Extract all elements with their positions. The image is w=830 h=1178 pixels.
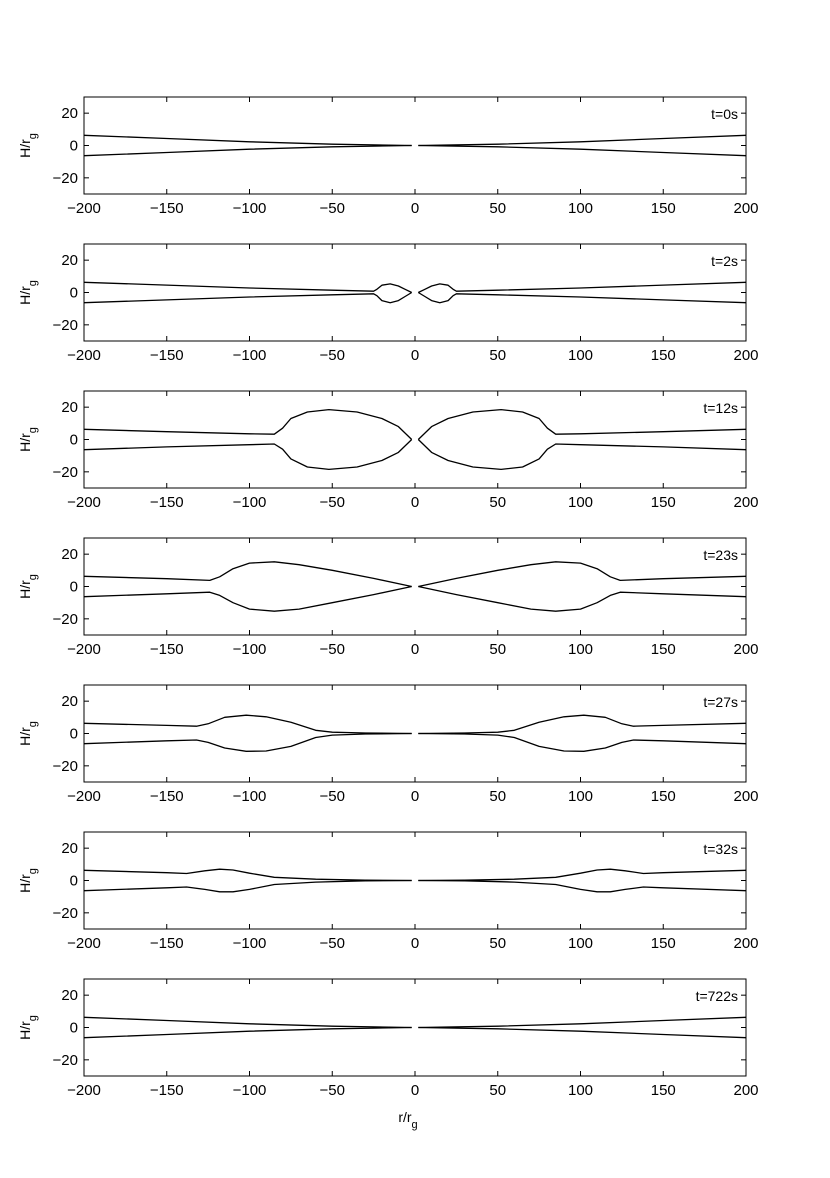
x-tick-label: −50 (319, 494, 345, 511)
x-tick-label: −50 (319, 788, 345, 805)
x-tick-label: 100 (567, 494, 594, 511)
x-tick-label: 100 (567, 935, 594, 952)
x-tick-label: 150 (650, 200, 676, 217)
x-tick-label: −200 (67, 347, 101, 364)
y-axis-label-sub: g (27, 721, 39, 728)
y-axis-label (17, 427, 39, 452)
plot-frame (84, 979, 746, 1076)
time-annotation: t=12s (703, 400, 738, 416)
panel-1 (17, 97, 759, 217)
x-tick-label: −150 (149, 494, 184, 511)
x-tick-label: −100 (232, 641, 267, 658)
panel-6 (17, 832, 759, 952)
y-axis-label-main: H/r (17, 580, 33, 599)
x-tick-label: −200 (67, 641, 101, 658)
y-axis-label-sub: g (27, 574, 39, 581)
y-tick-label: 20 (61, 252, 78, 270)
panel-7 (17, 979, 759, 1099)
x-tick-label: 150 (650, 788, 676, 805)
x-tick-label: 200 (733, 494, 759, 511)
x-tick-label: 0 (410, 494, 420, 511)
y-axis-label-sub: g (27, 868, 39, 875)
x-tick-label: −200 (67, 935, 101, 952)
plot-frame (84, 538, 746, 635)
y-axis-label-main: H/r (17, 139, 33, 158)
y-axis-label (17, 133, 39, 158)
x-tick-label: 50 (489, 641, 507, 658)
y-tick-label: 20 (61, 840, 78, 858)
x-tick-label: 100 (567, 347, 594, 364)
x-tick-label: 0 (410, 200, 420, 217)
x-tick-label: −200 (67, 494, 101, 511)
y-axis-label-sub: g (27, 280, 39, 287)
y-tick-label: 20 (61, 546, 78, 564)
x-tick-label: 50 (489, 935, 507, 952)
y-axis-label (17, 574, 39, 599)
x-tick-label: 100 (567, 788, 594, 805)
x-tick-label: 50 (489, 347, 507, 364)
x-tick-label: 200 (733, 788, 759, 805)
y-axis-label-main: H/r (17, 874, 33, 893)
x-tick-label: 150 (650, 494, 676, 511)
time-annotation: t=722s (695, 988, 738, 1004)
time-annotation: t=2s (711, 253, 738, 269)
x-tick-label: 50 (489, 1082, 507, 1099)
y-tick-label: 0 (69, 578, 78, 596)
x-tick-label: −50 (319, 1082, 345, 1099)
plot-frame (84, 685, 746, 782)
x-tick-label: 50 (489, 494, 507, 511)
x-axis-label-main: r/r (398, 1109, 412, 1125)
x-tick-label: 200 (733, 200, 759, 217)
x-tick-label: 150 (650, 935, 676, 952)
x-tick-label: −150 (149, 935, 184, 952)
x-tick-label: 100 (567, 1082, 594, 1099)
time-annotation: t=27s (703, 694, 738, 710)
x-tick-label: −100 (232, 347, 267, 364)
x-tick-label: −200 (67, 1082, 101, 1099)
y-tick-label: 0 (69, 137, 78, 155)
x-tick-label: −50 (319, 347, 345, 364)
y-tick-label: 0 (69, 872, 78, 890)
x-tick-label: 200 (733, 1082, 759, 1099)
x-tick-label: 50 (489, 200, 507, 217)
x-tick-label: −100 (232, 494, 267, 511)
y-tick-label: 0 (69, 284, 78, 302)
x-axis-label (398, 1109, 417, 1131)
y-tick-label: 0 (69, 431, 78, 449)
x-tick-label: −100 (232, 1082, 267, 1099)
x-tick-label: 150 (650, 347, 676, 364)
x-tick-label: 50 (489, 788, 507, 805)
y-axis-label-sub: g (27, 427, 39, 434)
plot-frame (84, 244, 746, 341)
x-tick-label: 200 (733, 347, 759, 364)
x-tick-label: −150 (149, 641, 184, 658)
x-tick-label: −150 (149, 788, 184, 805)
x-tick-label: −150 (149, 200, 184, 217)
y-axis-label-main: H/r (17, 286, 33, 305)
y-axis-label (17, 280, 39, 305)
x-tick-label: −100 (232, 935, 267, 952)
y-axis-label-sub: g (27, 1015, 39, 1022)
y-axis-label-sub: g (27, 133, 39, 140)
y-tick-label: 20 (61, 105, 78, 123)
y-tick-label: −20 (52, 757, 78, 775)
x-axis-label-sub: g (411, 1119, 418, 1131)
y-axis-label (17, 721, 39, 746)
x-tick-label: −50 (319, 935, 345, 952)
y-tick-label: 0 (69, 1019, 78, 1037)
y-tick-label: −20 (52, 904, 78, 922)
x-tick-label: 100 (567, 200, 594, 217)
x-tick-label: −50 (319, 641, 345, 658)
plot-frame (84, 832, 746, 929)
x-tick-label: −150 (149, 347, 184, 364)
panel-4 (17, 538, 759, 658)
x-tick-label: −100 (232, 200, 267, 217)
y-axis-label (17, 1015, 39, 1040)
y-tick-label: 20 (61, 693, 78, 711)
y-axis-label-main: H/r (17, 1021, 33, 1040)
x-tick-label: 0 (410, 788, 420, 805)
y-tick-label: 0 (69, 725, 78, 743)
y-tick-label: −20 (52, 463, 78, 481)
x-tick-label: 0 (410, 641, 420, 658)
x-tick-label: 0 (410, 935, 420, 952)
x-tick-label: −200 (67, 788, 101, 805)
x-tick-label: 200 (733, 641, 759, 658)
time-annotation: t=0s (711, 106, 738, 122)
x-tick-label: 200 (733, 935, 759, 952)
x-tick-label: −150 (149, 1082, 184, 1099)
x-tick-label: −200 (67, 200, 101, 217)
y-axis-label (17, 868, 39, 893)
x-tick-label: 150 (650, 1082, 676, 1099)
y-tick-label: −20 (52, 610, 78, 628)
time-annotation: t=32s (703, 841, 738, 857)
x-tick-label: −50 (319, 200, 345, 217)
panel-3 (17, 391, 759, 511)
panel-2 (17, 244, 759, 364)
x-tick-label: 0 (410, 347, 420, 364)
x-tick-label: −100 (232, 788, 267, 805)
y-axis-label-main: H/r (17, 433, 33, 452)
x-tick-label: 150 (650, 641, 676, 658)
y-tick-label: 20 (61, 987, 78, 1005)
y-tick-label: −20 (52, 1051, 78, 1069)
panel-5 (17, 685, 759, 805)
x-tick-label: 100 (567, 641, 594, 658)
time-annotation: t=23s (703, 547, 738, 563)
panels (17, 97, 759, 1099)
y-axis-label-main: H/r (17, 727, 33, 746)
y-tick-label: −20 (52, 316, 78, 334)
plot-frame (84, 391, 746, 488)
plot-frame (84, 97, 746, 194)
y-tick-label: 20 (61, 399, 78, 417)
x-tick-label: 0 (410, 1082, 420, 1099)
y-tick-label: −20 (52, 169, 78, 187)
